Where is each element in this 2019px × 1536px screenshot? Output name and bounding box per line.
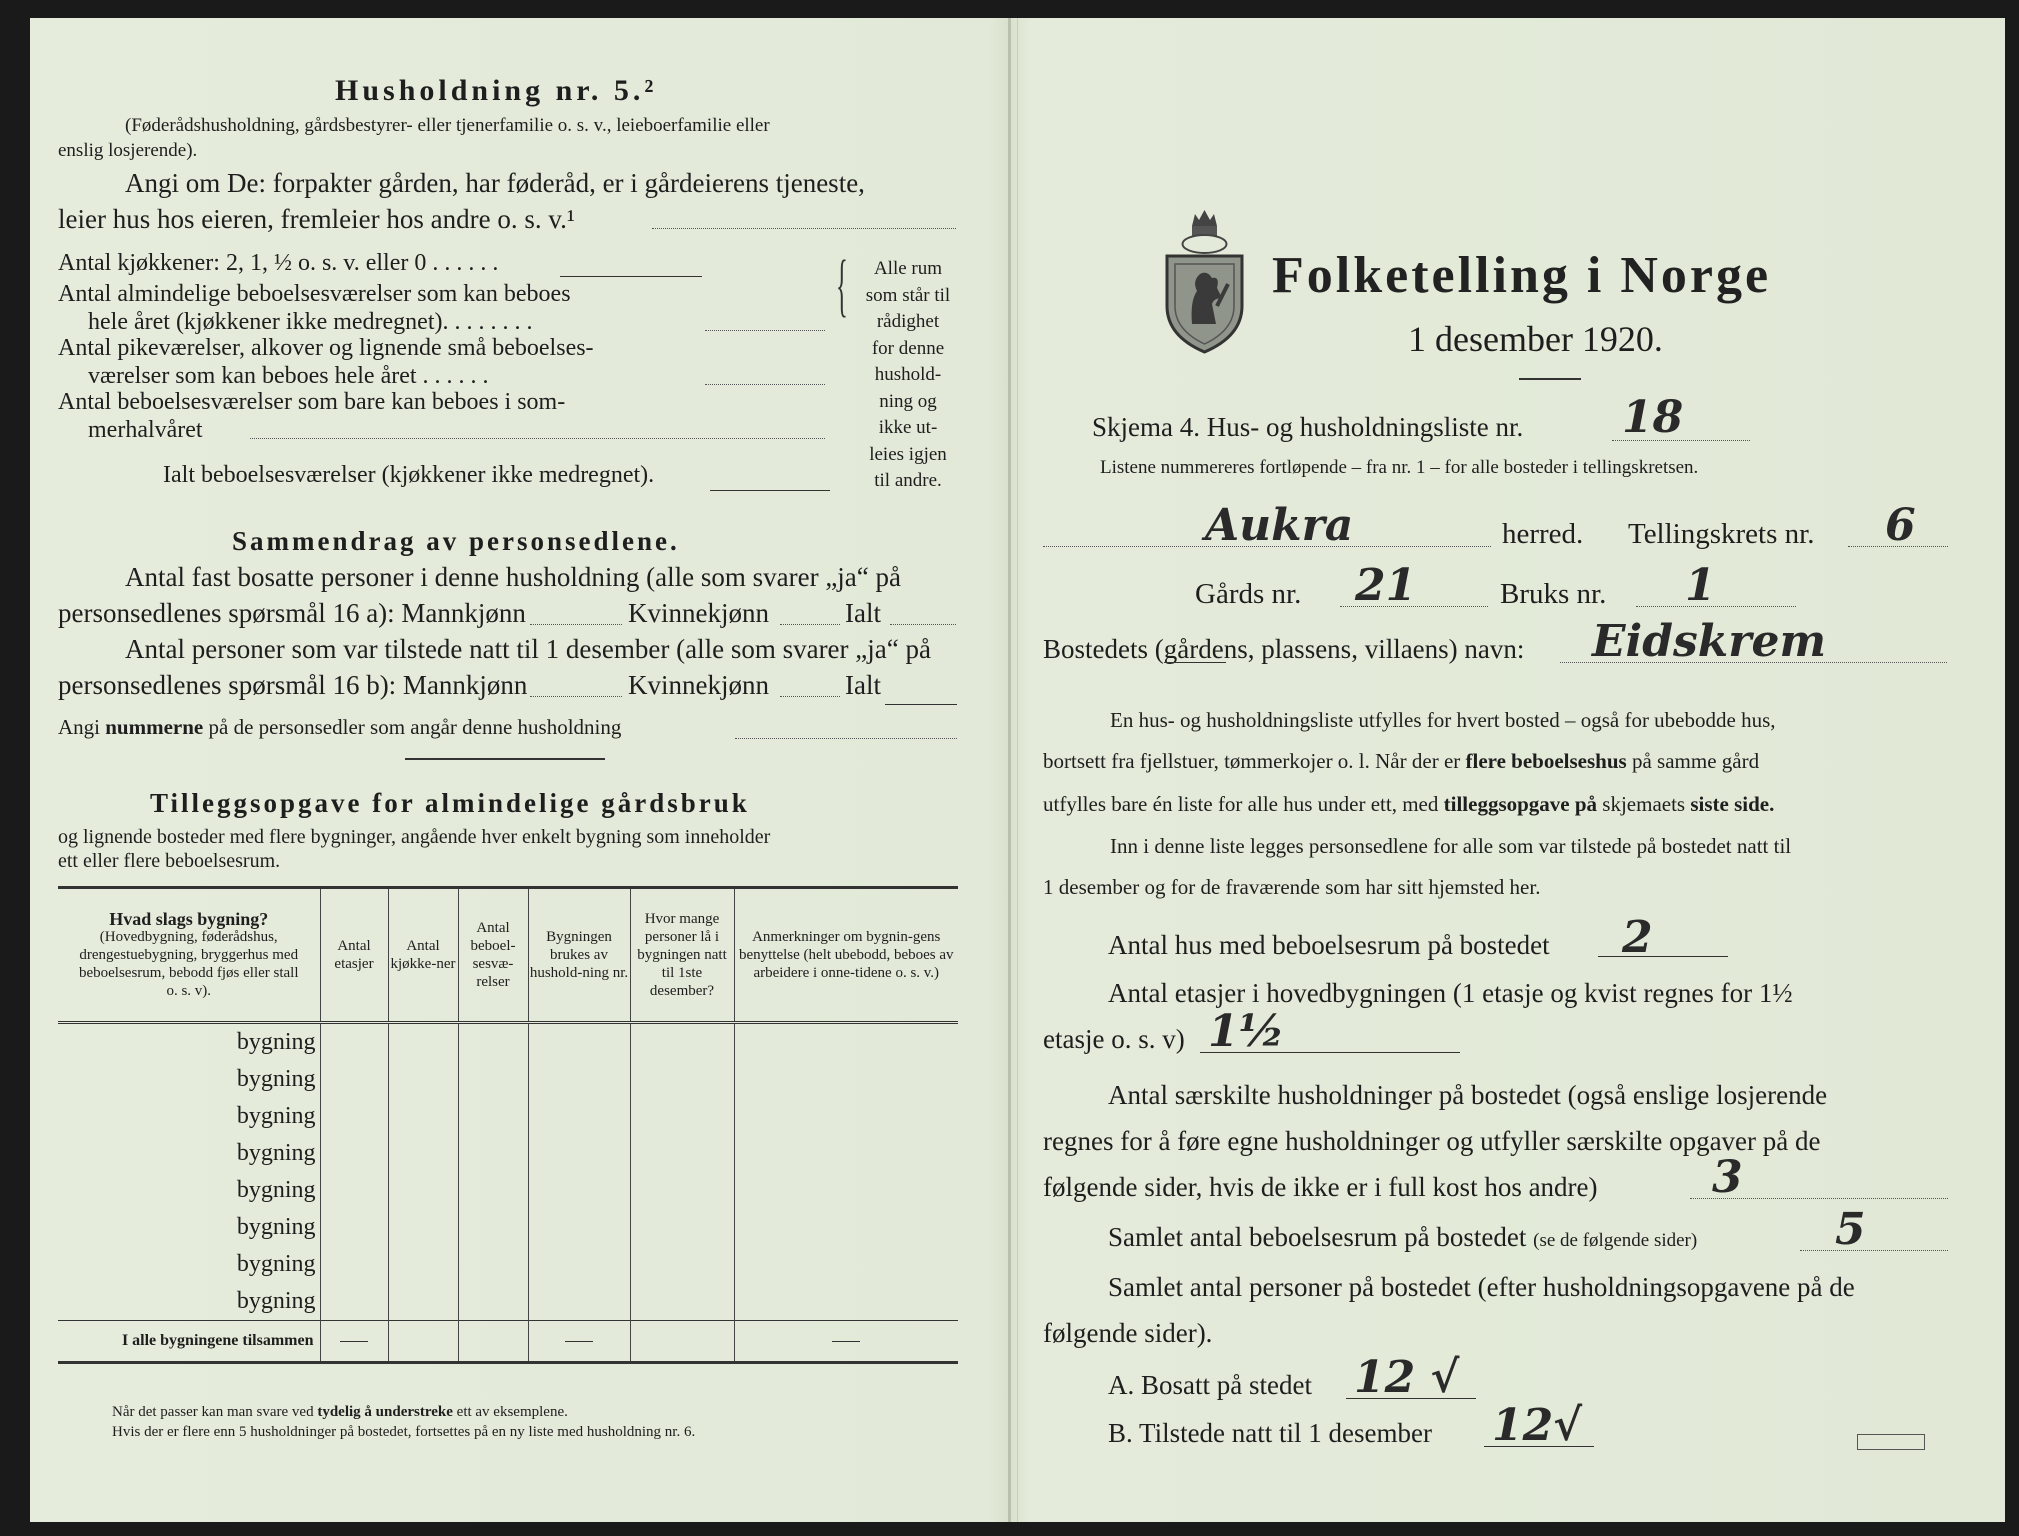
- bruks-value: 1: [1685, 560, 1716, 611]
- summary-numbers-post: på de personsedler som angår denne husholdning: [203, 715, 622, 739]
- total-floors: [320, 1321, 388, 1363]
- cell[interactable]: [734, 1098, 958, 1135]
- summary-numbers-bold: nummerne: [105, 715, 204, 739]
- rooms-total-label: Ialt beboelsesværelser (kjøkkener ikke medregnet).: [163, 462, 655, 488]
- herred-label: herred.: [1502, 518, 1584, 550]
- q-houses-field[interactable]: [1598, 956, 1728, 957]
- present-male-field[interactable]: [530, 696, 622, 697]
- krets-value: 6: [1885, 500, 1916, 551]
- household-title: Husholdning nr. 5.²: [335, 74, 658, 107]
- instr-5: 1 desember og for de fraværende som har sitt hjemsted her.: [1043, 875, 1541, 899]
- col-rooms: Antal beboel-sesvæ-relser: [458, 888, 528, 1023]
- col-building-type-title: Hvad slags bygning?: [109, 909, 269, 929]
- herred-field[interactable]: [1043, 546, 1491, 547]
- cell[interactable]: [388, 1209, 458, 1246]
- col-kitchens: Antal kjøkke-ner: [388, 888, 458, 1023]
- col-floors: Antal etasjer: [320, 888, 388, 1023]
- instr-3: [1043, 792, 1774, 817]
- krets-label: Tellingskrets nr.: [1628, 518, 1815, 550]
- rooms-ordinary-field[interactable]: [705, 330, 825, 331]
- cell[interactable]: [388, 1061, 458, 1098]
- q-households-3: følgende sider, hvis de ikke er i full kost hos andre): [1043, 1172, 1598, 1202]
- cell[interactable]: [458, 1246, 528, 1283]
- instr-3-bold-2: siste side.: [1690, 792, 1775, 816]
- total-household: [528, 1321, 630, 1363]
- footnote-1-post: ett av eksemplene.: [452, 1404, 568, 1420]
- buildings-table: [58, 886, 958, 1364]
- footnote-2: Hvis der er flere enn 5 husholdninger på bostedet, fortsettes på en ny liste med husholdning nr. 6.: [112, 1424, 696, 1440]
- cell[interactable]: [630, 1135, 734, 1172]
- household-ask-1: Angi om De: forpakter gården, har føderåd, er i gårdeierens tjeneste,: [125, 168, 865, 198]
- rooms-summer-field[interactable]: [250, 438, 825, 439]
- section-divider: [405, 758, 605, 760]
- cell[interactable]: [458, 1135, 528, 1172]
- cell[interactable]: [528, 1061, 630, 1098]
- schema-label: Skjema 4. Hus- og husholdningsliste nr.: [1092, 412, 1524, 442]
- rooms-note-line: hushold-: [874, 364, 942, 385]
- page-fold: [1008, 18, 1011, 1522]
- cell[interactable]: [528, 1283, 630, 1321]
- list-number-value: 18: [1622, 392, 1684, 443]
- cell[interactable]: [630, 1283, 734, 1321]
- building-label: bygning: [236, 1066, 316, 1092]
- cell[interactable]: [458, 1172, 528, 1209]
- scan-edge-top: [0, 0, 2019, 18]
- resident-female-field[interactable]: [780, 624, 840, 625]
- footnote-1: [112, 1404, 568, 1421]
- present-total-field[interactable]: [885, 704, 957, 705]
- cell[interactable]: [630, 1061, 734, 1098]
- rooms-note: [858, 256, 958, 495]
- cell[interactable]: [528, 1246, 630, 1283]
- rooms-total-field[interactable]: [710, 490, 830, 491]
- household-intro-1: (Føderådshusholdning, gårdsbestyrer- eller tjenerfamilie o. s. v., leieboerfamilie eller: [125, 115, 770, 136]
- rooms-ordinary-2: hele året (kjøkkener ikke medregnet). . . . . . . .: [88, 309, 533, 335]
- q-households-field[interactable]: [1690, 1198, 1948, 1199]
- instr-2: [1043, 749, 1759, 774]
- building-label: bygning: [236, 1140, 316, 1166]
- rooms-kitchens: Antal kjøkkener: 2, 1, ½ o. s. v. eller 0 . . . . . .: [58, 250, 499, 276]
- cell[interactable]: [734, 1135, 958, 1172]
- building-label: bygning: [236, 1177, 316, 1203]
- instr-2-pre: bortsett fra fjellstuer, tømmerkojer o. l. Når der er: [1043, 749, 1466, 773]
- summary-present-2: personsedlenes spørsmål 16 b): Mannkjønn: [58, 670, 528, 700]
- rooms-note-line: som står til: [865, 284, 951, 306]
- rooms-kitchens-field[interactable]: [560, 276, 702, 277]
- cell[interactable]: [388, 1098, 458, 1135]
- col-persons: Hvor mange personer lå i bygningen natt til 1ste desember?: [630, 888, 734, 1023]
- q-present-value: 12√: [1492, 1400, 1583, 1451]
- summary-heading: Sammendrag av personsedlene.: [232, 526, 680, 556]
- cell[interactable]: [734, 1246, 958, 1283]
- q-households-2: regnes for å føre egne husholdninger og utfyller særskilte opgaver på de: [1043, 1126, 1821, 1156]
- total-rooms[interactable]: [458, 1321, 528, 1363]
- cell[interactable]: [734, 1023, 958, 1062]
- bruks-label: Bruks nr.: [1500, 578, 1607, 610]
- q-persons-2: følgende sider).: [1043, 1318, 1213, 1348]
- cell[interactable]: [320, 1023, 388, 1062]
- building-label: bygning: [236, 1288, 316, 1314]
- table-row[interactable]: [58, 1061, 958, 1098]
- building-label: bygning: [236, 1214, 316, 1240]
- coat-of-arms-icon: [1162, 206, 1247, 356]
- present-female-label: Kvinnekjønn: [628, 670, 769, 700]
- cell[interactable]: [528, 1172, 630, 1209]
- col-remarks: Anmerkninger om bygnin-gens benyttelse (helt ubebodd, beboes av arbeidere i onne-tidene o. s. v.): [734, 888, 958, 1023]
- cell[interactable]: [388, 1135, 458, 1172]
- instr-4: Inn i denne liste legges personsedlene for alle som var tilstede på bostedet natt til: [1110, 834, 1792, 858]
- cell[interactable]: [630, 1172, 734, 1209]
- list-note: Listene nummereres fortløpende – fra nr. 1 – for alle bosteder i tellingskretsen.: [1100, 457, 1699, 478]
- cell[interactable]: [630, 1209, 734, 1246]
- summary-resident-1: Antal fast bosatte personer i denne husholdning (alle som svarer „ja“ på: [125, 562, 901, 592]
- rooms-note-line: leies igjen: [869, 443, 947, 465]
- census-title: Folketelling i Norge: [1272, 247, 1772, 304]
- rooms-note-line: ning og: [879, 390, 937, 412]
- building-label: bygning: [236, 1029, 316, 1055]
- table-row[interactable]: [58, 1135, 958, 1172]
- rooms-small-2: værelser som kan beboes hele året . . . . . .: [88, 363, 489, 389]
- cell[interactable]: [528, 1135, 630, 1172]
- instr-1: En hus- og husholdningsliste utfylles for hvert bosted – også for ubebodde hus,: [1110, 708, 1776, 732]
- cell[interactable]: [734, 1061, 958, 1098]
- table-row[interactable]: [58, 1246, 958, 1283]
- col-building-type-note: (Hovedbygning, føderådshus, drengestuebygning, bryggerhus med beboelsesrum, bebodd fjøs eller stall o. s. v).: [78, 929, 299, 999]
- gards-value: 21: [1355, 560, 1417, 611]
- present-total-label: Ialt: [845, 670, 881, 700]
- total-persons[interactable]: [630, 1321, 734, 1363]
- cell[interactable]: [458, 1209, 528, 1246]
- q-floors-2: etasje o. s. v): [1043, 1024, 1185, 1054]
- rooms-note-line: ikke ut-: [878, 417, 938, 438]
- scan-edge-right: [2005, 0, 2019, 1536]
- table-row[interactable]: [58, 1209, 958, 1246]
- col-building-type: [58, 888, 320, 1023]
- gards-label: Gårds nr.: [1195, 578, 1302, 610]
- summary-numbers-field[interactable]: [735, 738, 957, 739]
- cell[interactable]: [388, 1023, 458, 1062]
- supplement-sub-2: ett eller flere beboelsesrum.: [58, 850, 281, 872]
- q-persons-1: Samlet antal personer på bostedet (efter husholdningsopgavene på de: [1108, 1272, 1855, 1302]
- table-row[interactable]: [58, 1283, 958, 1321]
- q-floors-value: 1½: [1208, 1006, 1285, 1057]
- building-label: bygning: [236, 1103, 316, 1129]
- krets-field[interactable]: [1848, 546, 1948, 547]
- q-floors-field[interactable]: [1200, 1052, 1460, 1053]
- herred-value: Aukra: [1205, 500, 1354, 551]
- cell[interactable]: [320, 1246, 388, 1283]
- cell[interactable]: [734, 1172, 958, 1209]
- bosted-label: Bostedets (gårdens, plassens, villaens) navn:: [1043, 634, 1525, 664]
- cell[interactable]: [630, 1023, 734, 1062]
- resident-male-field[interactable]: [530, 624, 622, 625]
- cell[interactable]: [734, 1209, 958, 1246]
- cell[interactable]: [458, 1023, 528, 1062]
- q-houses-value: 2: [1622, 912, 1653, 963]
- q-rooms-value: 5: [1835, 1204, 1866, 1255]
- cell[interactable]: [528, 1209, 630, 1246]
- printer-stamp: [1857, 1434, 1925, 1450]
- q-houses-label: Antal hus med beboelsesrum på bostedet: [1108, 930, 1550, 960]
- cell[interactable]: [630, 1246, 734, 1283]
- rooms-note-line: til andre.: [874, 470, 942, 491]
- cell[interactable]: [388, 1246, 458, 1283]
- cell[interactable]: [320, 1135, 388, 1172]
- summary-present-1: Antal personer som var tilstede natt til 1 desember (alle som svarer „ja“ på: [125, 634, 931, 664]
- q-rooms-label: [1108, 1222, 1697, 1253]
- q-households-1: Antal særskilte husholdninger på bostedet (også enslige losjerende: [1108, 1080, 1828, 1110]
- q-resident-value: 12 √: [1354, 1352, 1460, 1403]
- cell[interactable]: [320, 1209, 388, 1246]
- title-rule: [1519, 378, 1581, 380]
- instr-2-post: på samme gård: [1626, 749, 1760, 773]
- cell[interactable]: [630, 1098, 734, 1135]
- cell[interactable]: [320, 1061, 388, 1098]
- table-row[interactable]: [58, 1172, 958, 1209]
- rooms-small-field[interactable]: [705, 384, 825, 385]
- bruks-field[interactable]: [1636, 606, 1796, 607]
- scan-edge-left: [0, 0, 30, 1536]
- household-ask-2: leier hus hos eieren, fremleier hos andre o. s. v.¹: [58, 204, 575, 234]
- cell[interactable]: [320, 1098, 388, 1135]
- page-fold-shadow: [1017, 18, 1018, 1522]
- cell[interactable]: [458, 1098, 528, 1135]
- cell[interactable]: [388, 1283, 458, 1321]
- cell[interactable]: [528, 1098, 630, 1135]
- q-floors-1: Antal etasjer i hovedbygningen (1 etasje og kvist regnes for 1½: [1108, 978, 1793, 1008]
- household-intro-2: enslig losjerende).: [58, 140, 198, 161]
- q-rooms-text: Samlet antal beboelsesrum på bostedet: [1108, 1222, 1527, 1252]
- supplement-sub-1: og lignende bosteder med flere bygninger, angående hver enkelt bygning som inneholder: [58, 826, 771, 848]
- instr-3-mid: skjemaets: [1597, 792, 1691, 816]
- total-remarks: [734, 1321, 958, 1363]
- rooms-summer-1: Antal beboelsesværelser som bare kan beboes i som-: [58, 389, 566, 415]
- footnote-1-bold: tydelig å understreke: [317, 1404, 453, 1420]
- cell[interactable]: [528, 1023, 630, 1062]
- col-household-no: Bygningen brukes av hushold-ning nr.: [528, 888, 630, 1023]
- rooms-small-1: Antal pikeværelser, alkover og lignende små beboelses-: [58, 335, 594, 361]
- list-number-field[interactable]: [1612, 440, 1750, 441]
- bosted-field[interactable]: [1560, 662, 1947, 663]
- summary-resident-2: personsedlenes spørsmål 16 a): Mannkjønn: [58, 598, 526, 628]
- resident-total-field[interactable]: [890, 624, 956, 625]
- rooms-summer-2: merhalvåret: [88, 417, 203, 443]
- supplement-heading: Tilleggsopgave for almindelige gårdsbruk: [150, 788, 750, 818]
- rooms-note-line: for denne: [871, 337, 945, 359]
- total-kitchens[interactable]: [388, 1321, 458, 1363]
- instr-3-pre: utfylles bare én liste for alle hus under ett, med: [1043, 792, 1444, 816]
- resident-female-label: Kvinnekjønn: [628, 598, 769, 628]
- table-row[interactable]: [58, 1098, 958, 1135]
- rooms-note-line: Alle rum: [873, 258, 943, 279]
- rooms-brace: {: [836, 247, 848, 324]
- cell[interactable]: [320, 1283, 388, 1321]
- resident-total-label: Ialt: [845, 598, 881, 628]
- q-households-value: 3: [1712, 1152, 1743, 1203]
- bosted-value: Eidskrem: [1592, 616, 1827, 667]
- q-resident-field[interactable]: [1346, 1398, 1476, 1399]
- census-date: 1 desember 1920.: [1408, 319, 1663, 359]
- table-total-label: I alle bygningene tilsammen: [58, 1321, 320, 1363]
- summary-numbers-pre: Angi: [58, 715, 106, 739]
- bosted-underline: [1164, 662, 1226, 663]
- table-row[interactable]: [58, 1023, 958, 1062]
- instr-3-bold: tilleggsopgave på: [1443, 792, 1598, 816]
- summary-numbers-label: [58, 715, 621, 740]
- scan-edge-bottom: [0, 1522, 2019, 1536]
- q-rooms-small: (se de følgende sider): [1533, 1230, 1698, 1251]
- q-rooms-field[interactable]: [1800, 1250, 1948, 1251]
- present-female-field[interactable]: [780, 696, 840, 697]
- q-resident-label: A. Bosatt på stedet: [1108, 1370, 1312, 1400]
- cell[interactable]: [458, 1061, 528, 1098]
- rooms-ordinary-1: Antal almindelige beboelsesværelser som kan beboes: [58, 281, 571, 307]
- gards-field[interactable]: [1340, 606, 1488, 607]
- footnote-1-pre: Når det passer kan man svare ved: [112, 1404, 318, 1420]
- household-status-field[interactable]: [652, 228, 956, 229]
- q-present-field[interactable]: [1484, 1446, 1594, 1447]
- cell[interactable]: [734, 1283, 958, 1321]
- table-total-row: [58, 1321, 958, 1363]
- q-present-label: B. Tilstede natt til 1 desember: [1108, 1418, 1432, 1448]
- cell[interactable]: [388, 1172, 458, 1209]
- building-label: bygning: [236, 1251, 316, 1277]
- cell[interactable]: [320, 1172, 388, 1209]
- cell[interactable]: [458, 1283, 528, 1321]
- instr-2-bold: flere beboelseshus: [1465, 749, 1627, 773]
- rooms-note-line: rådighet: [876, 311, 940, 332]
